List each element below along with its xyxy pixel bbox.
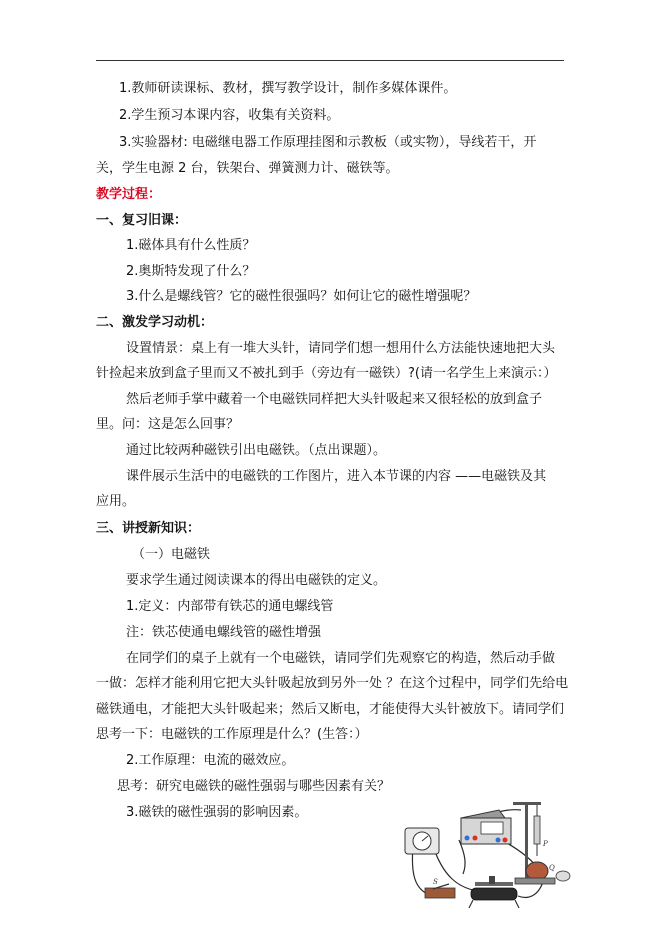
motivation-heading: 二、激发学习动机： (96, 315, 214, 330)
reading-requirement: 要求学生通过阅读课本的得出电磁铁的定义。 (126, 573, 387, 588)
motivation-p4-line1: 课件展示生活中的电磁铁的工作图片，进入本节课的内容 ——电磁铁及其 (126, 469, 547, 484)
working-principle: 2.工作原理：电流的磁效应。 (126, 753, 295, 768)
definition: 1.定义：内部带有铁芯的通电螺线管 (126, 599, 334, 614)
review-question-2: 2.奥斯特发现了什么？ (126, 264, 256, 279)
think-question: 思考：研究电磁铁的磁性强弱与哪些因素有关？ (117, 779, 391, 794)
switch-icon (425, 878, 455, 898)
ammeter-icon (405, 828, 439, 854)
motivation-p1-line1: 设置情景：桌上有一堆大头针，请同学们想一想用什么方法能快速地把大头 (126, 341, 556, 356)
experiment-apparatus-figure (403, 796, 583, 914)
prep-item-1: 1.教师研读课标、教材，撰写教学设计，制作多媒体课件。 (119, 81, 457, 96)
activity-line1: 在同学们的桌子上就有一个电磁铁，请同学们先观察它的构造，然后动手做 (126, 651, 556, 666)
motivation-p1-line2: 针捡起来放到盒子里而又不被扎到手（旁边有一磁铁）?(请一名学生上来演示：） (96, 366, 557, 381)
label-coil: Q (549, 864, 555, 872)
label-pointer: P (543, 840, 548, 848)
new-knowledge-heading: 三、讲授新知识： (96, 521, 201, 536)
process-heading: 教学过程： (96, 187, 162, 202)
activity-line3: 磁铁通电，才能把大头针吸起来；然后又断电，才能使得大头针被放下。请同学们 (96, 702, 565, 717)
prep-item-3-line1: 3.实验器材: 电磁继电器工作原理挂图和示教板（或实物），导线若干，开 (119, 135, 537, 150)
prep-item-3-line2: 关，学生电源 2 台，铁架台、弹簧测力计、磁铁等。 (96, 161, 399, 176)
header-rule (96, 60, 564, 61)
power-supply-icon (461, 810, 511, 844)
review-question-1: 1.磁体具有什么性质？ (126, 238, 256, 253)
activity-line2: 一做：怎样才能利用它把大头针吸起放到另外一处 ？在这个过程中，同学们先给电 (96, 676, 569, 691)
motivation-p3: 通过比较两种磁铁引出电磁铁。（点出课题）。 (126, 443, 387, 458)
prep-item-2: 2.学生预习本课内容，收集有关资料。 (119, 108, 340, 123)
definition-note: 注：铁芯使通电螺线管的磁性增强 (126, 625, 322, 640)
section-electromagnet: （一）电磁铁 (132, 547, 211, 562)
factors-heading: 3.磁铁的磁性强弱的影响因素。 (126, 805, 308, 820)
activity-line4: 思考一下：电磁铁的工作原理是什么？(生答：） (96, 727, 368, 742)
motivation-p4-line2: 应用。 (96, 494, 136, 509)
label-switch: S (433, 878, 438, 886)
iron-stand-icon (513, 802, 570, 884)
motivation-p2-line2: 里。问：这是怎么回事？ (96, 417, 240, 432)
rheostat-icon (469, 876, 519, 908)
motivation-p2-line1: 然后老师手掌中藏着一个电磁铁同样把大头针吸起来又很轻松的放到盒子 (126, 392, 543, 407)
review-heading: 一、复习旧课： (96, 213, 188, 228)
review-question-3: 3.什么是螺线管？它的磁性很强吗？如何让它的磁性增强呢？ (126, 289, 477, 304)
